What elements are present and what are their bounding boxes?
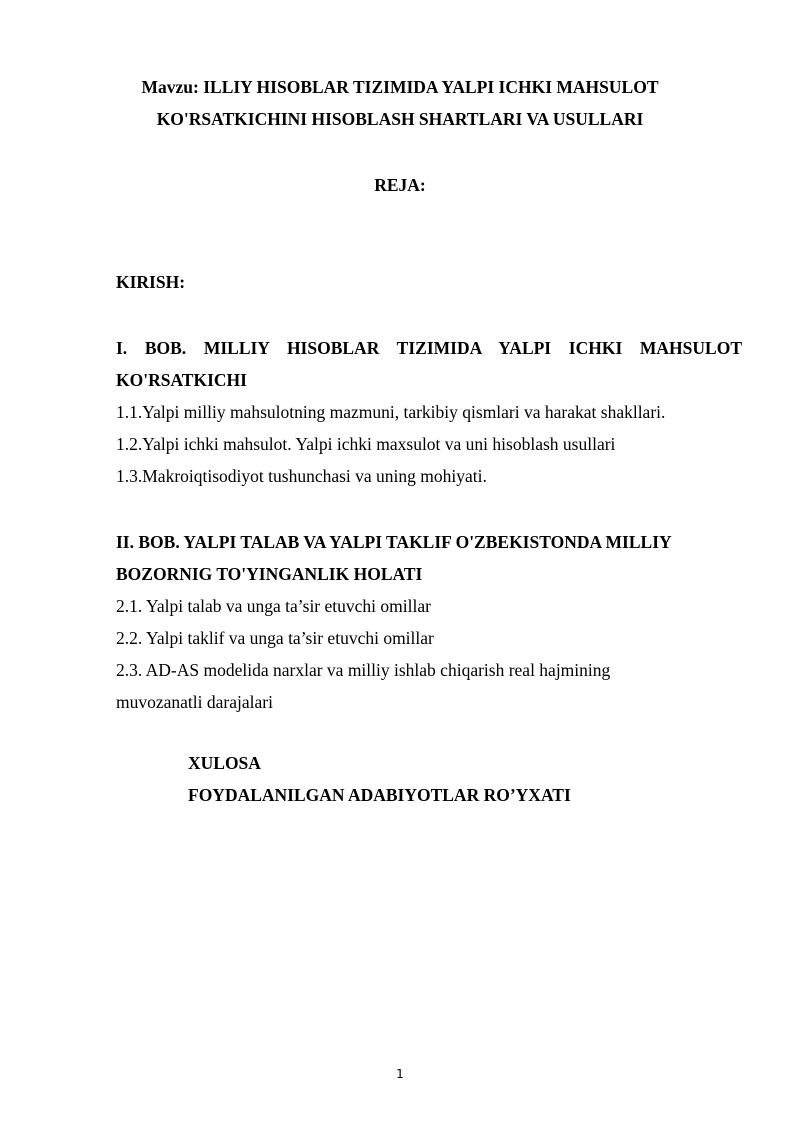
chapter2-item-3-continued: muvozanatli darajalari	[116, 692, 273, 712]
plan-heading: REJA:	[374, 175, 426, 195]
chapter1-item-2: 1.2.Yalpi ichki mahsulot. Yalpi ichki maxsulot va uni hisoblash usullari	[116, 434, 616, 454]
conclusion-heading: XULOSA	[188, 753, 261, 773]
title-line-1: Mavzu: ILLIY HISOBLAR TIZIMIDA YALPI ICHKI MAHSULOT	[141, 77, 659, 97]
chapter1-heading-line-1: I. BOB. MILLIY HISOBLAR TIZIMIDA YALPI ICHKI MAHSULOT	[116, 338, 742, 358]
chapter2-heading-line-1: II. BOB. YALPI TALAB VA YALPI TAKLIF O'ZBEKISTONDA MILLIY	[116, 532, 672, 552]
chapter2-item-1: 2.1. Yalpi talab va unga ta’sir etuvchi omillar	[116, 596, 431, 616]
references-heading: FOYDALANILGAN ADABIYOTLAR RO’YXATI	[188, 785, 571, 805]
intro-heading: KIRISH:	[116, 272, 186, 292]
title-line-2: KO'RSATKICHINI HISOBLASH SHARTLARI VA USULLARI	[156, 109, 644, 129]
page-number: 1	[396, 1067, 404, 1081]
chapter1-item-3: 1.3.Makroiqtisodiyot tushunchasi va uning mohiyati.	[116, 466, 487, 486]
chapter2-heading-line-2: BOZORNIG TO'YINGANLIK HOLATI	[116, 564, 423, 584]
chapter2-item-2: 2.2. Yalpi taklif va unga ta’sir etuvchi omillar	[116, 628, 434, 648]
chapter1-heading-line-2: KO'RSATKICHI	[116, 370, 247, 390]
chapter1-item-1: 1.1.Yalpi milliy mahsulotning mazmuni, tarkibiy qismlari va harakat shakllari.	[116, 402, 666, 422]
chapter2-item-3: 2.3. AD-AS modelida narxlar va milliy ishlab chiqarish real hajmining	[116, 660, 611, 680]
